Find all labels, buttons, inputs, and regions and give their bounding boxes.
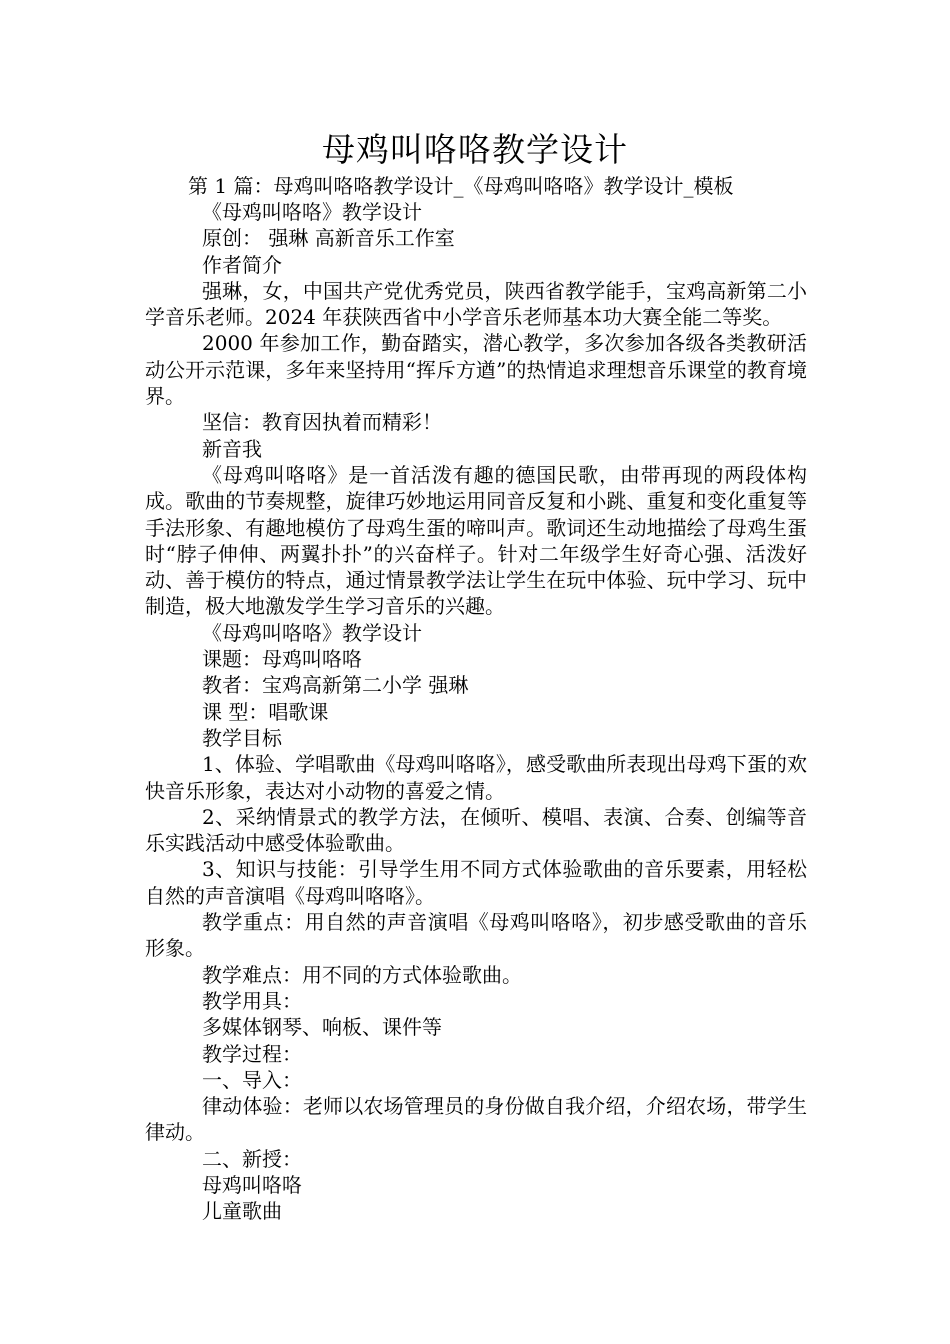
document-title: 母鸡叫咯咯教学设计 bbox=[322, 130, 628, 169]
paragraph: 儿童歌曲 bbox=[202, 1199, 282, 1224]
paragraph: 教学用具： bbox=[202, 988, 302, 1013]
paragraph: 律动体验：老师以农场管理员的身份做自我介绍，介绍农场，带学生律动。 bbox=[145, 1094, 807, 1145]
paragraph: 多媒体钢琴、响板、课件等 bbox=[202, 1015, 442, 1040]
document-subtitle: 第 1 篇：母鸡叫咯咯教学设计_《母鸡叫咯咯》教学设计_模板 bbox=[188, 174, 734, 198]
paragraph: 课题：母鸡叫咯咯 bbox=[202, 647, 362, 672]
document-body bbox=[145, 199, 807, 1225]
paragraph: 教学目标 bbox=[202, 725, 282, 750]
paragraph: 新音我 bbox=[202, 436, 262, 461]
paragraph: 母鸡叫咯咯 bbox=[202, 1172, 302, 1197]
paragraph: 教学重点：用自然的声音演唱《母鸡叫咯咯》，初步感受歌曲的音乐形象。 bbox=[145, 910, 807, 961]
paragraph: 教学过程： bbox=[202, 1041, 302, 1066]
paragraph: 坚信：教育因执着而精彩！ bbox=[202, 410, 442, 435]
paragraph: 2、采纳情景式的教学方法，在倾听、模唱、表演、合奏、创编等音乐实践活动中感受体验歌曲。 bbox=[145, 804, 807, 856]
paragraph: 《母鸡叫咯咯》教学设计 bbox=[202, 200, 422, 224]
paragraph: 1、体验、学唱歌曲《母鸡叫咯咯》，感受歌曲所表现出母鸡下蛋的欢快音乐形象，表达对小动物的喜爱之情。 bbox=[145, 752, 807, 803]
paragraph: 《母鸡叫咯咯》教学设计 bbox=[202, 620, 422, 645]
paragraph: 教学难点：用不同的方式体验歌曲。 bbox=[202, 962, 522, 987]
paragraph: 原创： 强琳 高新音乐工作室 bbox=[202, 226, 455, 251]
paragraph: 教者：宝鸡高新第二小学 强琳 bbox=[202, 673, 469, 698]
paragraph: 3、知识与技能：引导学生用不同方式体验歌曲的音乐要素，用轻松自然的声音演唱《母鸡叫咯咯》。 bbox=[145, 857, 807, 908]
paragraph: 课 型：唱歌课 bbox=[202, 699, 329, 724]
paragraph: 2000 年参加工作，勤奋踏实，潜心教学，多次参加各级各类教研活动公开示范课，多年来坚持用“挥斥方遒”的热情追求理想音乐课堂的教育境界。 bbox=[145, 331, 807, 409]
paragraph: 一、导入： bbox=[202, 1067, 302, 1092]
paragraph: 《母鸡叫咯咯》是一首活泼有趣的德国民歌，由带再现的两段体构成。歌曲的节奏规整，旋律巧妙地运用同音反复和小跳、重复和变化重复等手法形象、有趣地模仿了母鸡生蛋的啼叫声。歌词还生动地描绘了母鸡生蛋时“脖子伸伸、两翼扑扑”的兴奋样子。针对二年级学生好奇心强、活泼好动、善于模仿的特点，通过情景教学法让学生在玩中体验、玩中学习、玩中制造，极大地激发学生学习音乐的兴趣。 bbox=[145, 462, 807, 619]
paragraph: 二、新授： bbox=[202, 1146, 302, 1171]
paragraph: 作者简介 bbox=[202, 252, 282, 277]
paragraph: 强琳，女，中国共产党优秀党员，陕西省教学能手，宝鸡高新第二小学音乐老师。2024 年获陕西省中小学音乐老师基本功大赛全能二等奖。 bbox=[145, 278, 807, 330]
